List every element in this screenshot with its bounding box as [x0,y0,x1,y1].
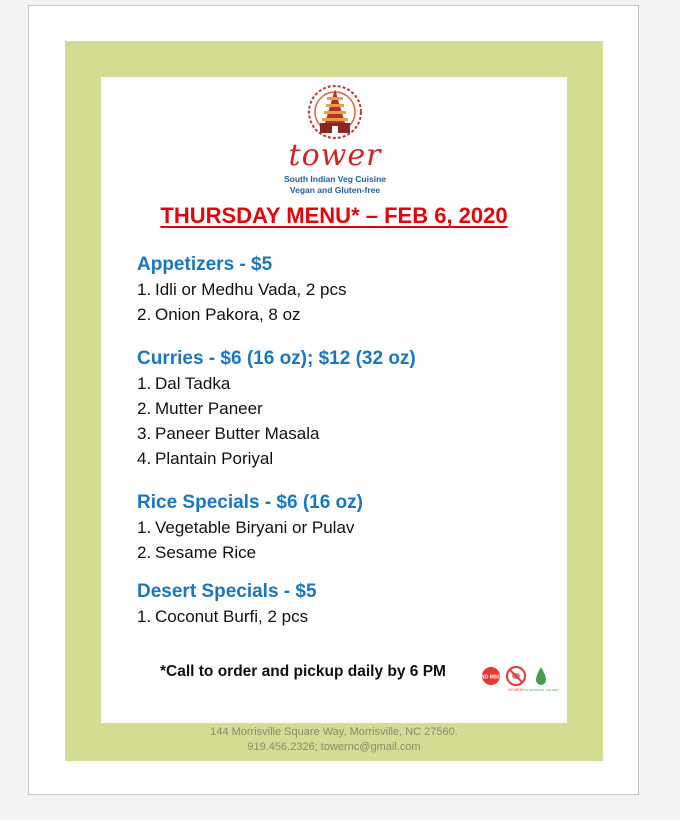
brand-tagline: South Indian Veg Cuisine [283,174,386,184]
menu-content [101,77,567,723]
section-desserts [137,580,317,629]
section-heading: Desert Specials - $5 [137,581,317,602]
item-number: 2. [137,543,152,562]
contact-line: 919.456.2326; towernc@gmail.com [247,741,421,753]
item-text: Sesame Rice [155,543,257,562]
section-appetizers [137,253,347,327]
item-text: Coconut Burfi, 2 pcs [155,607,309,626]
item-number: 1. [137,374,152,393]
menu-border [65,41,603,761]
tower-logo [285,83,385,193]
section-rice [137,491,363,565]
item-number: 2. [137,305,152,324]
menu-item [137,396,416,421]
menu-item [137,515,363,540]
badge-label: NO MSG [480,674,502,681]
order-note: *Call to order and pickup daily by 6 PM [160,663,446,680]
no-msg-icon [481,667,501,685]
badge-label: NO ARTIFICIAL COLORS [523,688,559,692]
item-text: Vegetable Biryani or Pulav [155,518,355,537]
brand-name: tower [288,138,382,173]
item-text: Onion Pakora, 8 oz [155,305,301,324]
section-heading: Rice Specials - $6 (16 oz) [137,492,363,513]
item-number: 3. [137,424,152,443]
item-text: Mutter Paneer [155,399,263,418]
item-text: Paneer Butter Masala [155,424,320,443]
item-text: Idli or Medhu Vada, 2 pcs [155,280,347,299]
menu-item [137,446,416,471]
menu-item [137,277,347,302]
no-meat-icon [507,667,525,692]
item-number: 1. [137,607,152,626]
menu-item [137,302,347,327]
badge-label: NO MEAT [508,688,524,692]
section-curries [137,347,416,471]
diet-badges [479,665,559,693]
menu-title: THURSDAY MENU* – FEB 6, 2020 [160,203,508,228]
item-text: Dal Tadka [155,374,231,393]
item-number: 1. [137,280,152,299]
no-artificial-colors-icon [524,667,559,692]
temple-icon [307,83,363,141]
menu-item [137,604,317,629]
section-heading: Appetizers - $5 [137,254,273,275]
document-page [28,5,639,795]
brand-subtagline: Vegan and Gluten-free [289,185,381,195]
item-number: 4. [137,449,152,468]
menu-item [137,540,363,565]
item-number: 1. [137,518,152,537]
item-number: 2. [137,399,152,418]
address-line: 144 Morrisville Square Way, Morrisville, NC 27560. [210,726,458,738]
item-text: Plantain Poriyal [155,449,274,468]
section-heading: Curries - $6 (16 oz); $12 (32 oz) [137,348,416,369]
menu-item [137,371,416,396]
menu-item [137,421,416,446]
